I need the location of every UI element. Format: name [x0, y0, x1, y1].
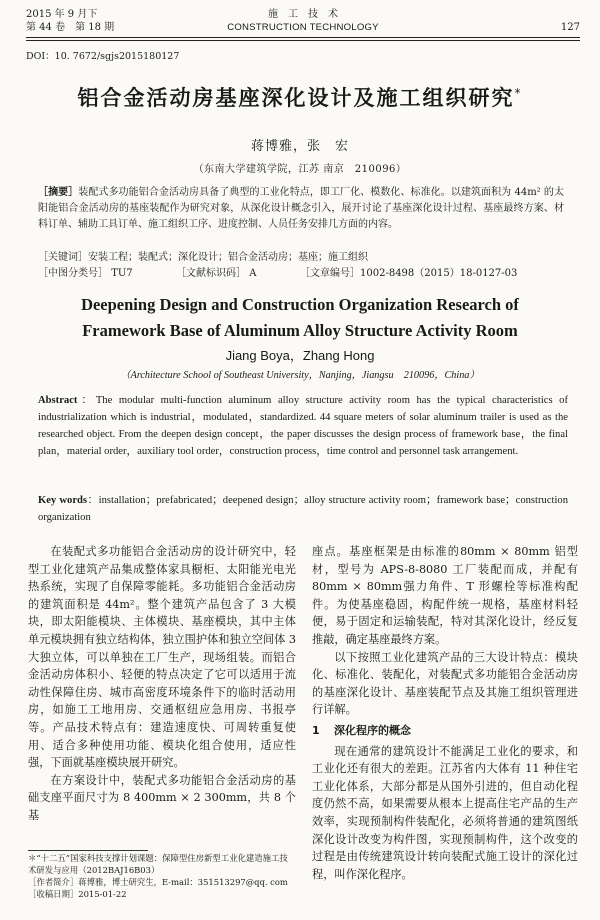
page-number: 127 — [560, 22, 580, 33]
journal-name-en: CONSTRUCTION TECHNOLOGY — [227, 22, 379, 33]
body-paragraph: 现在通常的建筑设计不能满足工业化的要求，和工业化还有很大的差距。江苏省内大体有 11 种住宅工业化体系，大部分都是从国外引进的，但自动化程度仍然不高，如果需要从根本上提高住宅产品的生产效率，实现预制构件装配化，必须将普通的建筑图纸深化设计改变为构件图，实现预制构件，这个改变的过程是由传统建筑设计转向装配式施工设计的深化过程，叫作深化程序。 — [312, 744, 578, 881]
footnote-received: ［收稿日期］2015-01-22 — [28, 889, 127, 899]
article-number — [300, 266, 517, 282]
doc-code-value: A — [249, 268, 257, 279]
header-center — [26, 8, 580, 34]
abstract-en-text: ：The modular multi-function aluminum alloy structure activity room has the typical characteristics of industrialization which is industrial，modulated，standardized. 44 square meters of solar aluminum trailer is used as the researched object. From the deepen design concept，the paper discusses the design process of framework base，the final plan，material order，auxiliary tool order，construction process，time control and personnel task arrangement. — [38, 395, 568, 457]
issue-date: 2015 年 9 月下 — [26, 9, 98, 20]
footnote-author: ［作者简介］蒋博雅，博士研究生，E-mail：351513297@qq. com — [28, 877, 288, 887]
clc-value: TU7 — [111, 268, 133, 279]
body-column-right — [312, 543, 578, 883]
body-column-left — [28, 543, 296, 825]
section-number: 1 — [312, 723, 320, 737]
body-paragraph: 在方案设计中，装配式多功能铝合金活动房的基础支座平面尺寸为 8 400mm × 2 300mm，共 8 个基 — [28, 773, 296, 822]
header-rule-thin — [26, 40, 580, 41]
doc-code-label: ［文献标识码］ — [176, 268, 246, 279]
affiliation-cn: （东南大学建筑学院，江苏 南京 210096） — [193, 164, 407, 175]
article-number-value: 1002-8498（2015）18-0127-03 — [360, 268, 518, 279]
abstract-cn — [38, 185, 564, 233]
abstract-cn-text: 装配式多功能铝合金活动房具备了典型的工业化特点，即工厂化、模数化、标准化。以建筑面积为 44m² 的太阳能铝合金活动房的基座装配作为研究对象，从深化设计概念引入，展开讨论了基座深化设计过程、基座最终方案、材料订单、辅助工具订单、施工组织工序、进度控制、人员任务安排几方面的内容。 — [38, 187, 565, 230]
clc — [38, 266, 133, 282]
keywords-cn-label: ［关键词］ — [38, 252, 88, 263]
title-cn-text: 铝合金活动房基座深化设计及施工组织研究 — [77, 86, 515, 110]
keywords-cn — [38, 250, 564, 266]
title-en-line-2: Framework Base of Aluminum Alloy Structure Activity Room — [82, 321, 518, 340]
section-heading — [312, 722, 578, 740]
abstract-en — [38, 392, 568, 460]
section-title: 深化程序的概念 — [334, 723, 411, 737]
clc-label: ［中图分类号］ — [38, 268, 108, 279]
authors-cn: 蒋博雅，张 宏 — [250, 139, 349, 154]
title-en-line-1: Deepening Design and Construction Organization Research of — [81, 295, 519, 314]
title-en — [0, 292, 600, 344]
abstract-en-label: Abstract — [38, 395, 78, 406]
title-cn — [0, 82, 600, 112]
article-number-label: ［文章编号］ — [300, 268, 360, 279]
keywords-cn-text: 安装工程；装配式；深化设计；铝合金活动房；基座；施工组织 — [88, 252, 368, 263]
abstract-cn-label: ［摘要］ — [38, 187, 79, 198]
title-footnote-mark: * — [514, 86, 523, 100]
keywords-en-label: Key words — [38, 495, 88, 506]
body-paragraph: 以下按照工业化建筑产品的三大设计特点：模块化、标准化、装配化，对装配式多功能铝合金活动房的基座深化设计、基座装配节点及其施工组织管理进行详解。 — [312, 650, 578, 717]
doc-code — [176, 266, 256, 282]
doi: DOI：10. 7672/sgjs2015180127 — [26, 51, 180, 62]
running-header — [26, 8, 580, 42]
footnote-rule — [28, 850, 148, 851]
volume-issue: 第 44 卷 第 18 期 — [26, 22, 115, 33]
affiliation-en: （Architecture School of Southeast University，Nanjing，Jiangsu 210096，China） — [120, 370, 480, 381]
body-paragraph: 座点。基座框架是由标准的80mm × 80mm 铝型材，型号为 APS-8-8080 工厂装配而成，并配有80mm × 80mm强力角件、T 形螺栓等标准构配件。为使基座稳固，构配件统一规格，基座材料轻便，易于固定和运输装配，特对其深化设计，经反复推敲，确定基座最终方案。 — [312, 545, 578, 646]
authors-en: Jiang Boya，Zhang Hong — [225, 348, 375, 363]
footnote-fund: ＊“十二五”国家科技支撑计划课题：保障型住房新型工业化建造施工技术研发与应用（2012BAJ16B03） — [28, 853, 288, 875]
journal-name-cn: 施 工 技 术 — [268, 9, 338, 20]
keywords-en — [38, 492, 568, 526]
header-rule — [26, 37, 580, 38]
keywords-en-text: ：installation；prefabricated；deepened design；alloy structure activity room；framework base；construction organization — [38, 495, 568, 523]
body-paragraph: 在装配式多功能铝合金活动房的设计研究中，轻型工业化建筑产品集成整体家具橱柜、太阳能光电光热系统，实现了自保障零能耗。多功能铝合金活动房的建筑面积是 44m²。整个建筑产品包含了 3 大模块，即太阳能模块、主体模块、基座模块，其中主体单元模块拥有独立结构体，独立围护体和独立空间体 3 大独立体，可以单独在工厂生产，现场组装。而铝合金活动房体积小、轻便的特点决定了它可以适用于流动性保障住房、城市高密度环境条件下的临时活动用房，如施工工地用房、交通枢纽应急用房、书报亭等。产品技术特点有：建造速度快、可周转重复使用、适合多种使用功能、模块化组合使用，适应性强，下面就基座模块展开研究。 — [28, 545, 296, 770]
